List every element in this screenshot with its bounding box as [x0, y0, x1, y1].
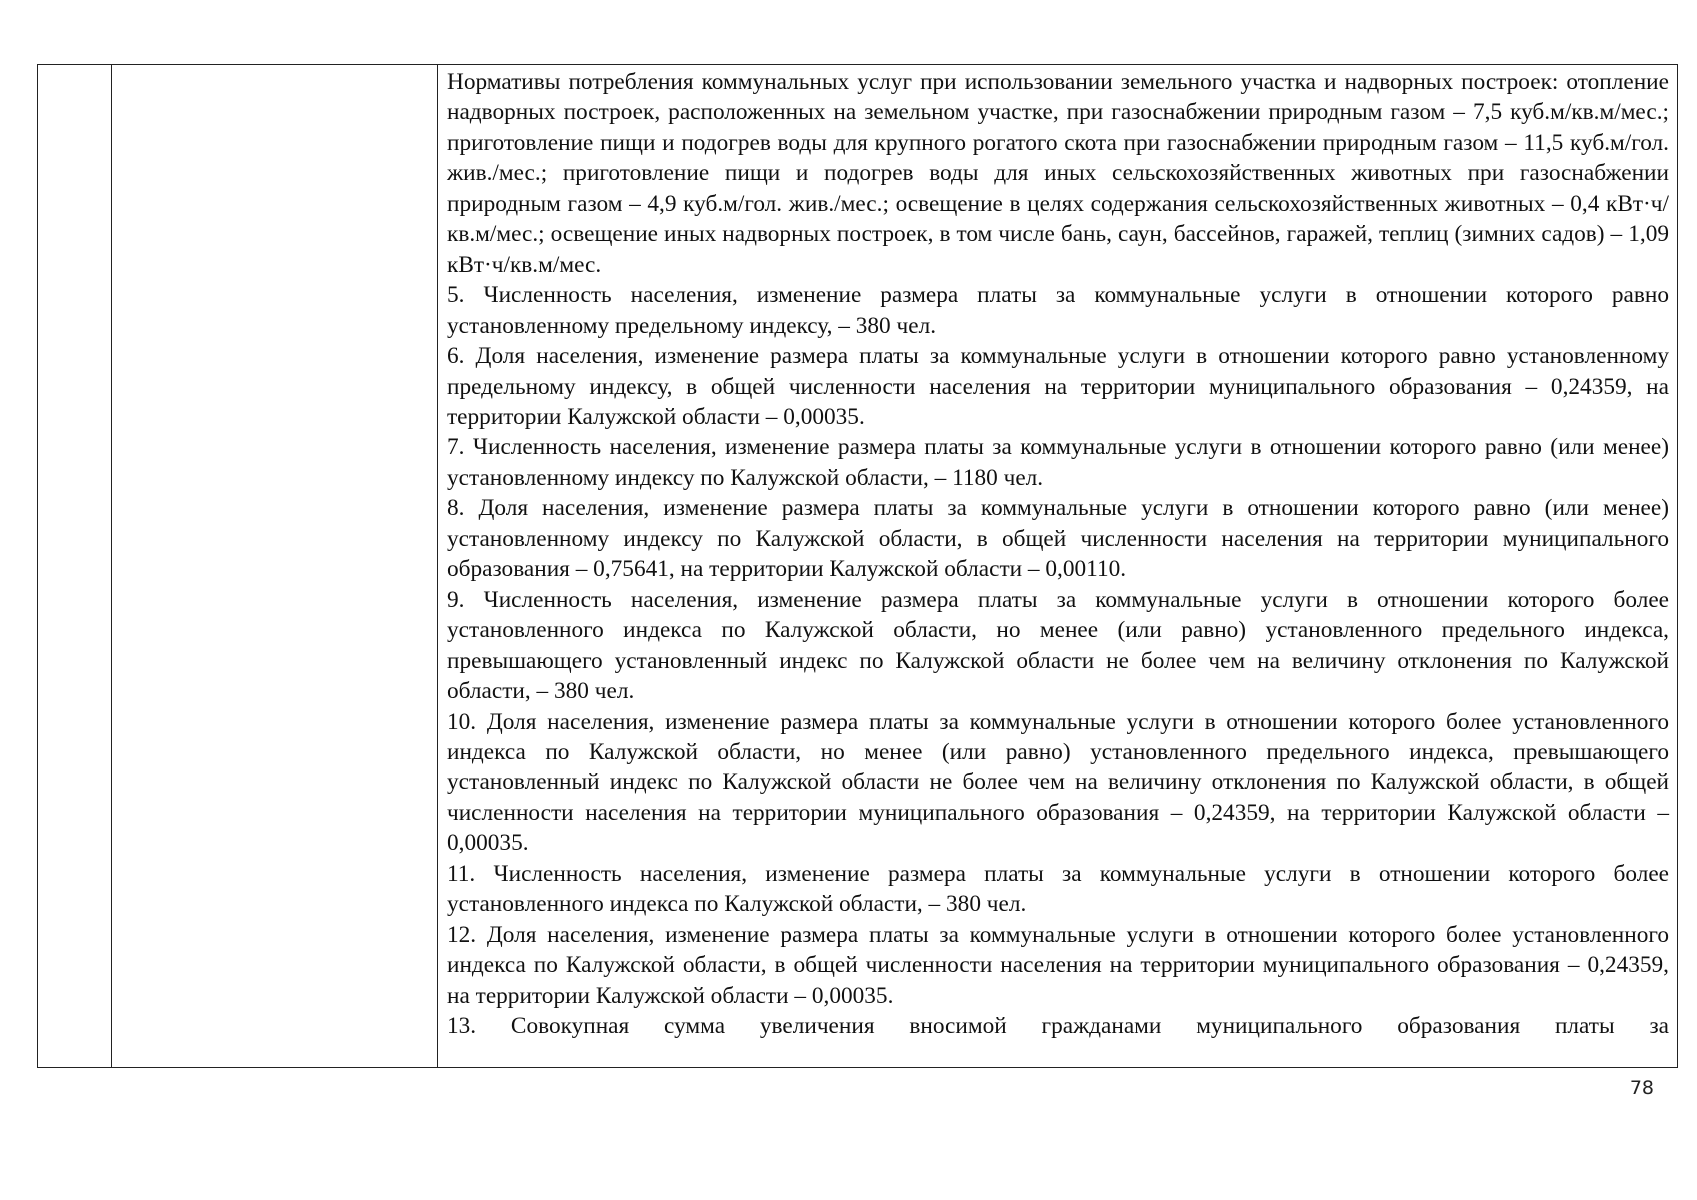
paragraph-10: 10. Доля населения, изменение размера платы за коммунальные услуги в отношении которого более установленного индекса по Калужской области, но менее (или равно) установленного предельного индекса, превышающего установленный индекс по Калужской области не более чем на величину отклонения по Калужской области, в общей численности населения на территории муниципального образования – 0,24359, на территории Калужской области – 0,00035. [447, 708, 1669, 857]
paragraph-5: 5. Численность населения, изменение размера платы за коммунальные услуги в отношении которого равно установленному предельному индексу, – 380 чел. [447, 282, 1669, 339]
content-cell [438, 65, 1678, 1068]
table-row [38, 65, 1678, 1068]
paragraph-9: 9. Численность населения, изменение размера платы за коммунальные услуги в отношении которого более установленного индекса по Калужской области, но менее (или равно) установленного предельного индекса, превышающего установленный индекс по Калужской области не более чем на величину отклонения по Калужской области, – 380 чел. [447, 586, 1669, 705]
paragraph-6: 6. Доля населения, изменение размера платы за коммунальные услуги в отношении которого равно установленному предельному индексу, в общей численности населения на территории муниципального образования – 0,24359, на территории Калужской области – 0,00035. [447, 343, 1669, 430]
page-number: 78 [1629, 1077, 1654, 1099]
paragraph-7: 7. Численность населения, изменение размера платы за коммунальные услуги в отношении которого равно (или менее) установленному индексу по Калужской области, – 1180 чел. [447, 434, 1669, 491]
empty-cell-number [38, 65, 112, 1068]
document-table [37, 64, 1678, 1068]
paragraph-8: 8. Доля населения, изменение размера платы за коммунальные услуги в отношении которого равно (или менее) установленному индексу по Калужской области, в общей численности населения на территории муниципального образования – 0,75641, на территории Калужской области – 0,00110. [447, 495, 1669, 583]
paragraph-12: 12. Доля населения, изменение размера платы за коммунальные услуги в отношении которого более установленного индекса по Калужской области, в общей численности населения на территории муниципального образования – 0,24359, на территории Калужской области – 0,00035. [447, 921, 1669, 1009]
empty-cell-title [112, 65, 438, 1068]
paragraph-11: 11. Численность населения, изменение размера платы за коммунальные услуги в отношении которого более установленного индекса по Калужской области, – 380 чел. [447, 860, 1669, 918]
paragraph-13: 13. Совокупная сумма увеличения вносимой гражданами муниципального образования платы за [447, 1013, 1669, 1040]
paragraph-norms: Нормативы потребления коммунальных услуг при использовании земельного участка и надворных построек: отопление надворных построек, расположенных на земельном участке, при газоснабжении природным газом – 7,5 куб.м/кв.м/мес.; приготовление пищи и подогрев воды для крупного рогатого скота при газоснабжении природным газом – 11,5 куб.м/гол. жив./мес.; приготовление пищи и подогрев воды для иных сельскохозяйственных животных при газоснабжении природным газом – 4,9 куб.м/гол. жив./мес.; освещение в целях содержания сельскохозяйственных животных – 0,4 кВт·ч/кв.м/мес.; освещение иных надворных построек, в том числе бань, саун, бассейнов, гаражей, теплиц (зимних садов) – 1,09 кВт·ч/кв.м/мес. [447, 69, 1669, 278]
